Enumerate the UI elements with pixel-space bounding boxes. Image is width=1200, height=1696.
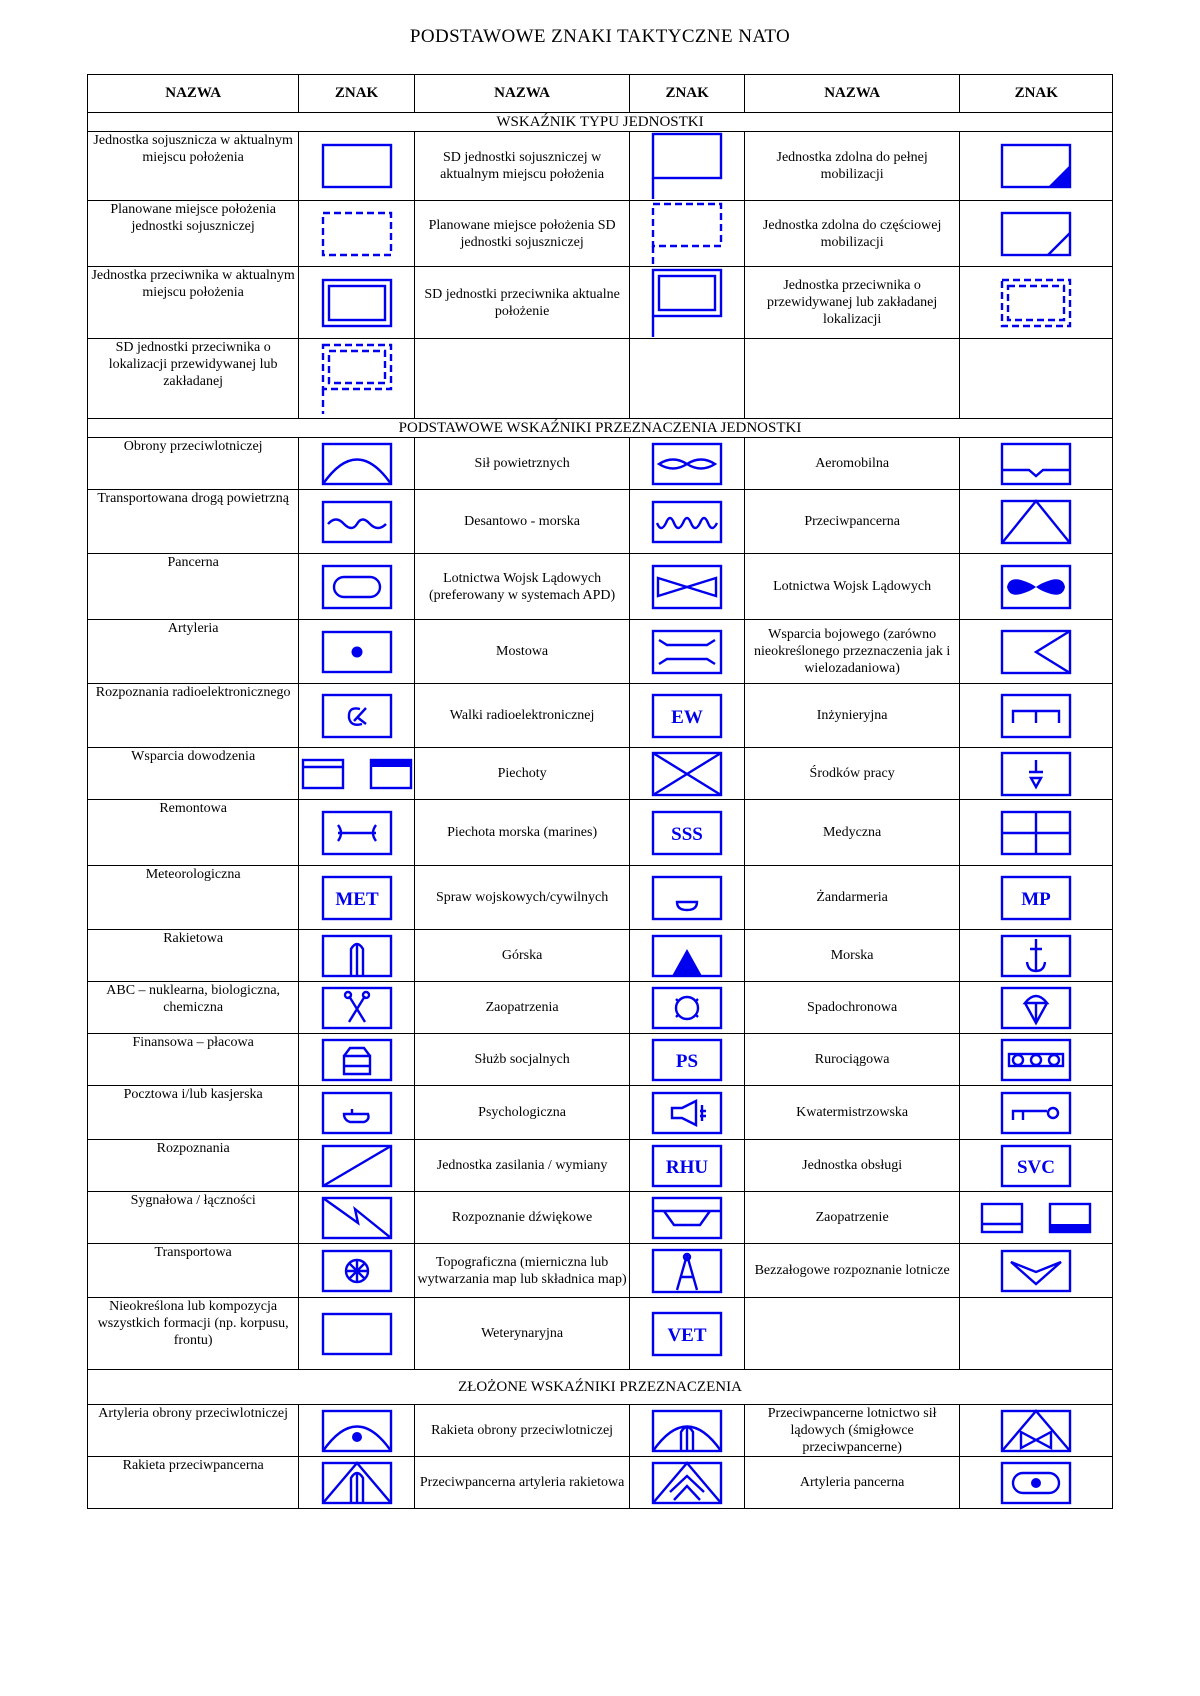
name-friendly-hq: SD jednostki sojuszniczej w aktualnym miejscu położenia: [414, 132, 630, 201]
name-electronic-recon: Rozpoznania radioelektronicznego: [88, 684, 299, 748]
name-antitank-rocket-artillery: Przeciwpancerna artyleria rakietowa: [414, 1457, 630, 1509]
empty-cell: [630, 339, 744, 419]
name-marines: Piechota morska (marines): [414, 800, 630, 866]
header-nazwa-2: NAZWA: [414, 75, 630, 113]
sign-antitank-aviation: [960, 1405, 1113, 1457]
sign-electronic-recon: [299, 684, 414, 748]
name-planned-friendly: Planowane miejsce położenia jednostki sojuszniczej: [88, 201, 299, 267]
sign-enemy-planned: [960, 267, 1113, 339]
sign-reconnaissance: [299, 1140, 414, 1192]
sign-enemy-unit: [299, 267, 414, 339]
header-nazwa-1: NAZWA: [88, 75, 299, 113]
sign-uav: [960, 1244, 1113, 1298]
sign-friendly-hq: [630, 132, 744, 201]
name-bridging: Mostowa: [414, 620, 630, 684]
sign-work-resources: [960, 748, 1113, 800]
name-planned-friendly-hq: Planowane miejsce położenia SD jednostki sojuszniczej: [414, 201, 630, 267]
name-signal: Sygnałowa / łączności: [88, 1192, 299, 1244]
empty-cell: [960, 339, 1113, 419]
name-finance: Finansowa – płacowa: [88, 1034, 299, 1086]
sign-enemy-hq-planned: [299, 339, 414, 419]
name-armoured-artillery: Artyleria pancerna: [744, 1457, 960, 1509]
sign-label-ew: EW: [671, 706, 703, 728]
name-psychological: Psychologiczna: [414, 1086, 630, 1140]
empty-cell: [744, 1298, 960, 1370]
section-unit-type: WSKAŹNIK TYPU JEDNOSTKI: [88, 113, 1113, 132]
name-full-mobilization: Jednostka zdolna do pełnej mobilizacji: [744, 132, 960, 201]
sign-marines: [630, 800, 744, 866]
name-missile: Rakietowa: [88, 930, 299, 982]
sign-maintenance: [299, 800, 414, 866]
name-air-defense: Obrony przeciwlotniczej: [88, 438, 299, 490]
sign-quartermaster: [960, 1086, 1113, 1140]
sign-unspecified: [299, 1298, 414, 1370]
sign-enemy-hq: [630, 267, 744, 339]
sign-veterinary: [630, 1298, 744, 1370]
sign-medical: [960, 800, 1113, 866]
sign-label-rhu: RHU: [665, 1156, 709, 1178]
sign-naval: [960, 930, 1113, 982]
name-pipeline: Rurociągowa: [744, 1034, 960, 1086]
name-naval: Morska: [744, 930, 960, 982]
sign-label-mp: MP: [1021, 888, 1052, 910]
sign-friendly-unit: [299, 132, 414, 201]
name-amphibious: Desantowo - morska: [414, 490, 630, 554]
sign-armour: [299, 554, 414, 620]
sign-engineer: [960, 684, 1113, 748]
sign-label-ps: PS: [676, 1050, 699, 1072]
name-air-defense-artillery: Artyleria obrony przeciwlotniczej: [88, 1405, 299, 1457]
sign-combat-support: [960, 620, 1113, 684]
symbols-table: [87, 74, 1113, 1509]
name-parachute: Spadochronowa: [744, 982, 960, 1034]
sign-mountain: [630, 930, 744, 982]
name-service: Jednostka obsługi: [744, 1140, 960, 1192]
name-airmobile: Aeromobilna: [744, 438, 960, 490]
name-uav: Bezzałogowe rozpoznanie lotnicze: [744, 1244, 960, 1298]
section-composite-indicators: ZŁOŻONE WSKAŹNIKI PRZEZNACZENIA: [88, 1370, 1113, 1405]
section-basic-indicators: PODSTAWOWE WSKAŹNIKI PRZEZNACZENIA JEDNOSTKI: [88, 419, 1113, 438]
name-friendly-unit: Jednostka sojusznicza w aktualnym miejscu położenia: [88, 132, 299, 201]
sign-planned-friendly: [299, 201, 414, 267]
sign-antitank-rocket-artillery: [630, 1457, 744, 1509]
sign-psychological: [630, 1086, 744, 1140]
sign-air-defense-missile: [630, 1405, 744, 1457]
name-partial-mobilization: Jednostka zdolna do częściowej mobilizacji: [744, 201, 960, 267]
name-enemy-hq-planned: SD jednostki przeciwnika o lokalizacji przewidywanej lub zakładanej: [88, 339, 299, 419]
sign-full-mobilization: [960, 132, 1113, 201]
name-topographic: Topograficzna (mierniczna lub wytwarzania map lub składnica map): [414, 1244, 630, 1298]
sign-social-services: [630, 1034, 744, 1086]
header-znak-2: ZNAK: [630, 75, 744, 113]
sign-planned-friendly-hq: [630, 201, 744, 267]
sign-postal: [299, 1086, 414, 1140]
header-row: [88, 75, 1113, 113]
name-air-defense-missile: Rakieta obrony przeciwlotniczej: [414, 1405, 630, 1457]
sign-air-defense-artillery: [299, 1405, 414, 1457]
sign-missile: [299, 930, 414, 982]
name-reconnaissance: Rozpoznania: [88, 1140, 299, 1192]
sign-replacement: [630, 1140, 744, 1192]
sign-label-met: MET: [334, 888, 379, 910]
sign-anti-tank: [960, 490, 1113, 554]
name-army-aviation-apd: Lotnictwa Wojsk Lądowych (preferowany w systemach APD): [414, 554, 630, 620]
empty-cell: [960, 1298, 1113, 1370]
sign-air-defense: [299, 438, 414, 490]
name-command-support: Wsparcia dowodzenia: [88, 748, 299, 800]
sign-label-vet: VET: [667, 1324, 707, 1346]
name-transport: Transportowa: [88, 1244, 299, 1298]
name-supply-2: Zaopatrzenie: [744, 1192, 960, 1244]
name-medical: Medyczna: [744, 800, 960, 866]
name-supply: Zaopatrzenia: [414, 982, 630, 1034]
sign-electronic-warfare: [630, 684, 744, 748]
sign-signal: [299, 1192, 414, 1244]
sign-military-police: [960, 866, 1113, 930]
sign-artillery: [299, 620, 414, 684]
name-antitank-missile: Rakieta przeciwpancerna: [88, 1457, 299, 1509]
name-meteorological: Meteorologiczna: [88, 866, 299, 930]
name-enemy-planned: Jednostka przeciwnika o przewidywanej lub zakładanej lokalizacji: [744, 267, 960, 339]
name-unspecified: Nieokreślona lub kompozycja wszystkich formacji (np. korpusu, frontu): [88, 1298, 299, 1370]
name-social-services: Służb socjalnych: [414, 1034, 630, 1086]
name-infantry: Piechoty: [414, 748, 630, 800]
name-electronic-warfare: Walki radioelektronicznej: [414, 684, 630, 748]
name-air-force: Sił powietrznych: [414, 438, 630, 490]
sign-airborne-transported: [299, 490, 414, 554]
header-znak-3: ZNAK: [960, 75, 1113, 113]
sign-finance: [299, 1034, 414, 1086]
name-maintenance: Remontowa: [88, 800, 299, 866]
sign-bridging: [630, 620, 744, 684]
empty-cell: [744, 339, 960, 419]
sign-nbc: [299, 982, 414, 1034]
sign-air-force: [630, 438, 744, 490]
sign-airmobile: [960, 438, 1113, 490]
sign-pipeline: [960, 1034, 1113, 1086]
sign-antitank-missile: [299, 1457, 414, 1509]
name-quartermaster: Kwatermistrzowska: [744, 1086, 960, 1140]
name-sound-ranging: Rozpoznanie dźwiękowe: [414, 1192, 630, 1244]
name-veterinary: Weterynaryjna: [414, 1298, 630, 1370]
name-armour: Pancerna: [88, 554, 299, 620]
name-artillery: Artyleria: [88, 620, 299, 684]
sign-meteorological: [299, 866, 414, 930]
sign-supply-2: [960, 1192, 1113, 1244]
sign-civil-military: [630, 866, 744, 930]
name-airborne-transported: Transportowana drogą powietrzną: [88, 490, 299, 554]
name-combat-support: Wsparcia bojowego (zarówno nieokreślonego przeznaczenia jak i wielozadaniowa): [744, 620, 960, 684]
name-engineer: Inżynieryjna: [744, 684, 960, 748]
header-nazwa-3: NAZWA: [744, 75, 960, 113]
sign-amphibious: [630, 490, 744, 554]
sign-army-aviation-apd: [630, 554, 744, 620]
sign-infantry: [630, 748, 744, 800]
name-mountain: Górska: [414, 930, 630, 982]
sign-service: [960, 1140, 1113, 1192]
sign-parachute: [960, 982, 1113, 1034]
name-work-resources: Środków pracy: [744, 748, 960, 800]
name-postal: Pocztowa i/lub kasjerska: [88, 1086, 299, 1140]
name-civil-military: Spraw wojskowych/cywilnych: [414, 866, 630, 930]
page-title: PODSTAWOWE ZNAKI TAKTYCZNE NATO: [409, 26, 791, 47]
name-antitank-aviation: Przeciwpancerne lotnictwo sił lądowych (śmigłowce przeciwpancerne): [744, 1405, 960, 1457]
name-military-police: Żandarmeria: [744, 866, 960, 930]
name-army-aviation: Lotnictwa Wojsk Lądowych: [744, 554, 960, 620]
sign-command-support: [299, 748, 414, 800]
sign-army-aviation: [960, 554, 1113, 620]
sign-armoured-artillery: [960, 1457, 1113, 1509]
name-anti-tank: Przeciwpancerna: [744, 490, 960, 554]
sign-supply: [630, 982, 744, 1034]
sign-label-sss: SSS: [671, 823, 703, 845]
sign-transport: [299, 1244, 414, 1298]
name-enemy-hq: SD jednostki przeciwnika aktualne położenie: [414, 267, 630, 339]
sign-topographic: [630, 1244, 744, 1298]
sign-label-svc: SVC: [1017, 1156, 1056, 1178]
name-nbc: ABC – nuklearna, biologiczna, chemiczna: [88, 982, 299, 1034]
empty-cell: [414, 339, 630, 419]
sign-sound-ranging: [630, 1192, 744, 1244]
header-znak-1: ZNAK: [299, 75, 414, 113]
name-replacement: Jednostka zasilania / wymiany: [414, 1140, 630, 1192]
name-enemy-unit: Jednostka przeciwnika w aktualnym miejscu położenia: [88, 267, 299, 339]
sign-partial-mobilization: [960, 201, 1113, 267]
